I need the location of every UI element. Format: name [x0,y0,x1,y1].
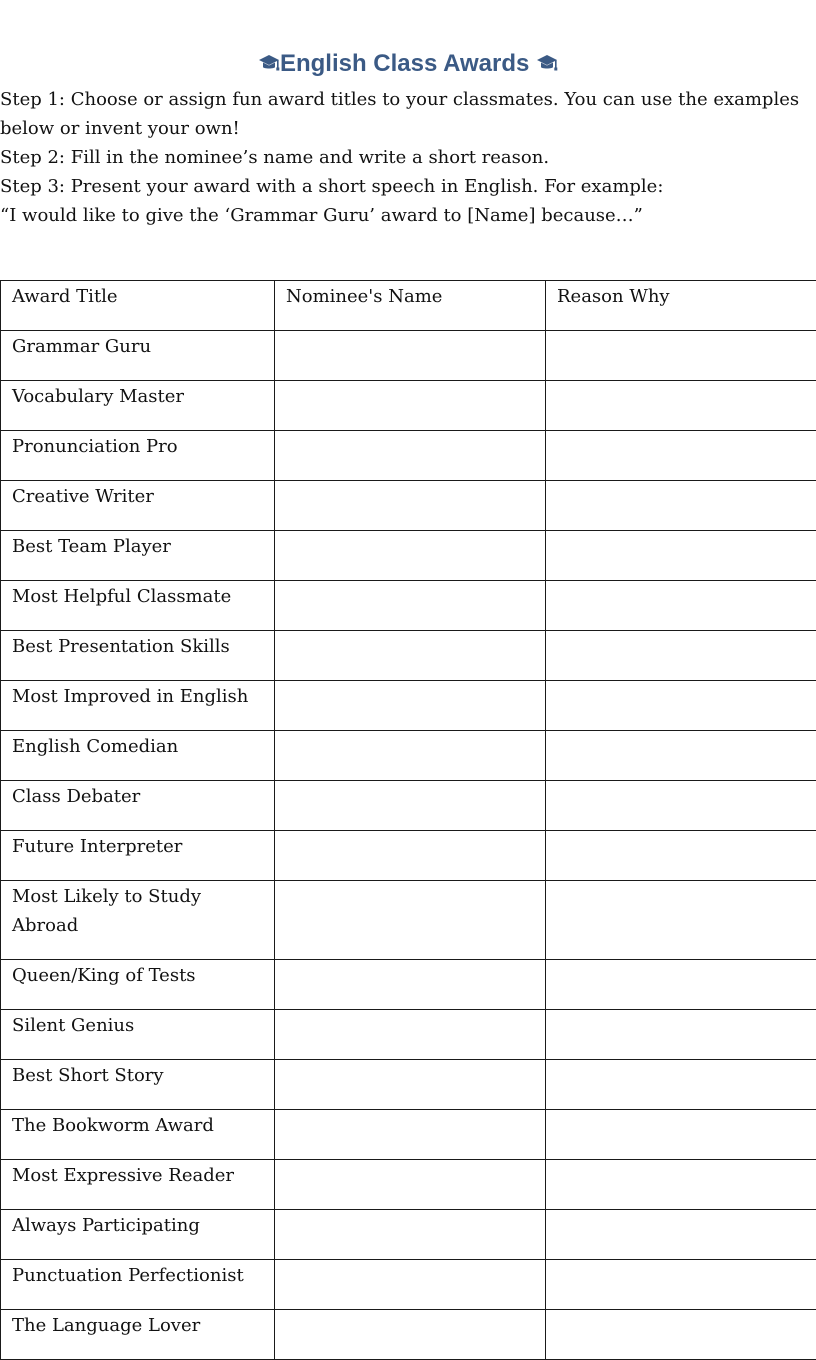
reason-why-cell[interactable] [546,481,816,531]
table-row [1,631,816,681]
table-row [1,1210,816,1260]
nominee-name-cell[interactable] [275,1310,546,1360]
nominee-name-cell[interactable] [275,681,546,731]
nominee-name-cell[interactable] [275,1210,546,1260]
reason-why-cell[interactable] [546,831,816,881]
reason-why-cell[interactable] [546,731,816,781]
graduation-cap-icon [536,53,558,73]
nominee-name-cell[interactable] [275,1060,546,1110]
reason-why-cell[interactable] [546,1310,816,1360]
table-row [1,681,816,731]
table-row [1,1110,816,1160]
award-title-cell: Creative Writer [1,481,275,531]
nominee-name-cell[interactable] [275,431,546,481]
reason-why-cell[interactable] [546,381,816,431]
reason-why-cell[interactable] [546,1010,816,1060]
award-title-cell: Most Improved in English [1,681,275,731]
nominee-name-cell[interactable] [275,581,546,631]
award-title-cell: Class Debater [1,781,275,831]
award-title-cell: Pronunciation Pro [1,431,275,481]
reason-why-cell[interactable] [546,1110,816,1160]
reason-why-cell[interactable] [546,331,816,381]
header-award-title: Award Title [1,281,275,331]
reason-why-cell[interactable] [546,581,816,631]
award-title-cell: The Language Lover [1,1310,275,1360]
table-row [1,1260,816,1310]
table-row [1,731,816,781]
nominee-name-cell[interactable] [275,631,546,681]
awards-table [0,280,816,1360]
nominee-name-cell[interactable] [275,1110,546,1160]
nominee-name-cell[interactable] [275,881,546,960]
instruction-step-3: Step 3: Present your award with a short speech in English. For example: [0,172,812,201]
award-title-cell: Best Short Story [1,1060,275,1110]
award-title-cell: Vocabulary Master [1,381,275,431]
nominee-name-cell[interactable] [275,1010,546,1060]
reason-why-cell[interactable] [546,631,816,681]
table-row [1,381,816,431]
table-row [1,831,816,881]
header-nominee-name: Nominee's Name [275,281,546,331]
table-row [1,1060,816,1110]
table-row [1,531,816,581]
reason-why-cell[interactable] [546,681,816,731]
award-title-cell: Punctuation Perfectionist [1,1260,275,1310]
table-header-row [1,281,816,331]
instructions [0,85,812,230]
award-title-cell: Most Helpful Classmate [1,581,275,631]
instruction-step-1: Step 1: Choose or assign fun award titles to your classmates. You can use the examples below or invent your own! [0,85,812,143]
reason-why-cell[interactable] [546,1210,816,1260]
reason-why-cell[interactable] [546,881,816,960]
award-title-cell: Silent Genius [1,1010,275,1060]
nominee-name-cell[interactable] [275,731,546,781]
reason-why-cell[interactable] [546,1260,816,1310]
reason-why-cell[interactable] [546,1160,816,1210]
table-row [1,781,816,831]
table-row [1,331,816,381]
instruction-example: “I would like to give the ‘Grammar Guru’ award to [Name] because…” [0,201,812,230]
award-title-cell: The Bookworm Award [1,1110,275,1160]
table-row [1,581,816,631]
award-title-cell: Queen/King of Tests [1,960,275,1010]
nominee-name-cell[interactable] [275,831,546,881]
award-title-cell: Always Participating [1,1210,275,1260]
table-row [1,481,816,531]
award-title-cell: Grammar Guru [1,331,275,381]
table-row [1,881,816,960]
table-row [1,960,816,1010]
reason-why-cell[interactable] [546,781,816,831]
nominee-name-cell[interactable] [275,531,546,581]
table-row [1,1010,816,1060]
award-title-cell: Best Team Player [1,531,275,581]
reason-why-cell[interactable] [546,431,816,481]
nominee-name-cell[interactable] [275,960,546,1010]
award-title-cell: Future Interpreter [1,831,275,881]
award-title-cell: Most Likely to Study Abroad [1,881,275,960]
graduation-cap-icon [258,53,280,73]
nominee-name-cell[interactable] [275,1260,546,1310]
nominee-name-cell[interactable] [275,481,546,531]
reason-why-cell[interactable] [546,960,816,1010]
table-row [1,1310,816,1360]
table-row [1,431,816,481]
nominee-name-cell[interactable] [275,381,546,431]
award-title-cell: Best Presentation Skills [1,631,275,681]
instruction-step-2: Step 2: Fill in the nominee’s name and write a short reason. [0,143,812,172]
page-title-text: English Class Awards [280,50,529,77]
header-reason-why: Reason Why [546,281,816,331]
nominee-name-cell[interactable] [275,1160,546,1210]
nominee-name-cell[interactable] [275,781,546,831]
nominee-name-cell[interactable] [275,331,546,381]
award-title-cell: Most Expressive Reader [1,1160,275,1210]
page-title [0,46,816,82]
award-title-cell: English Comedian [1,731,275,781]
table-row [1,1160,816,1210]
reason-why-cell[interactable] [546,1060,816,1110]
reason-why-cell[interactable] [546,531,816,581]
